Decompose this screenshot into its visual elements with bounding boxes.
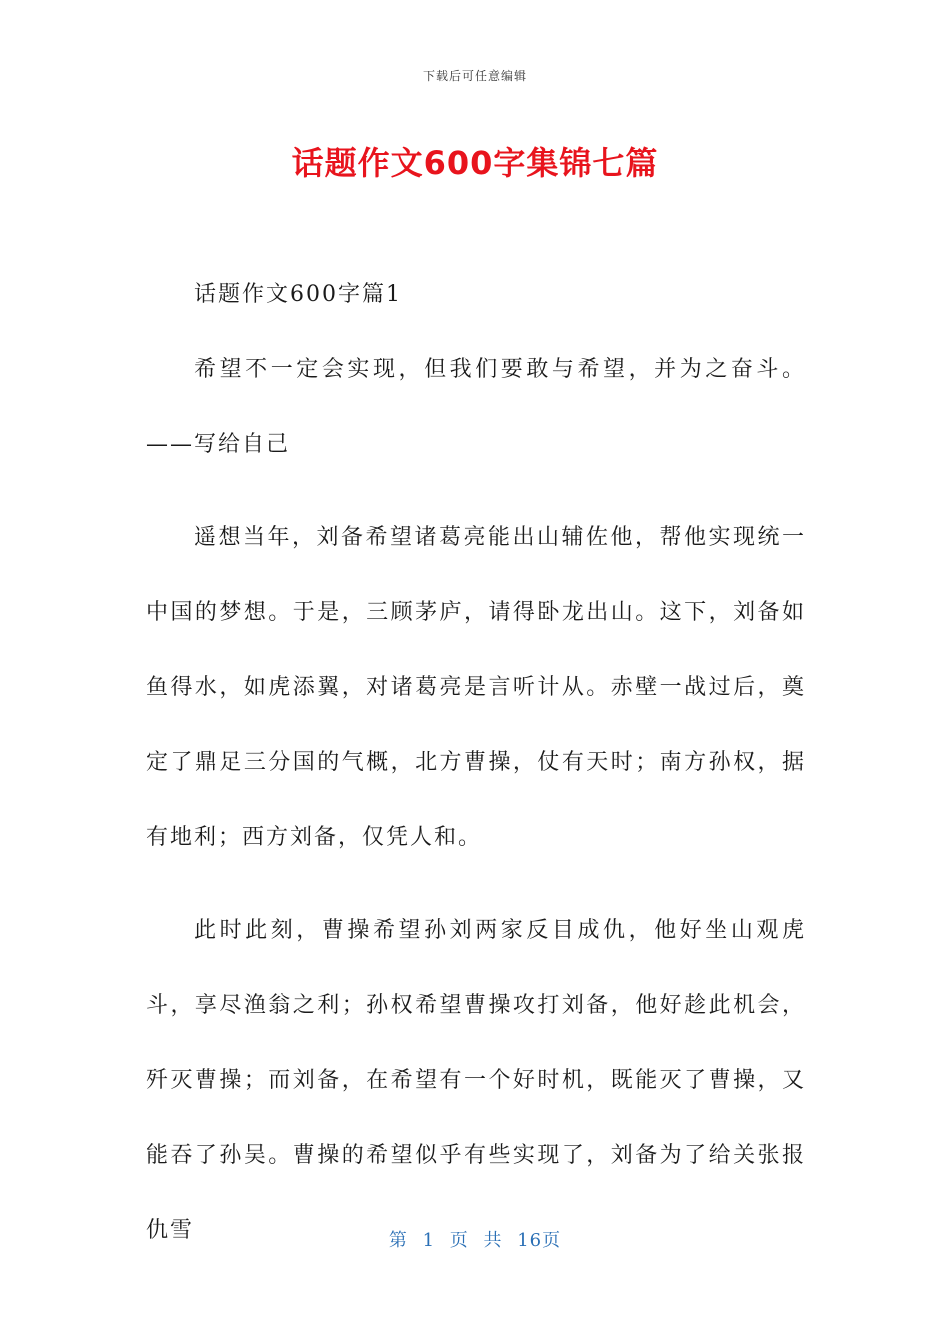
paragraph-1: 遥想当年，刘备希望诸葛亮能出山辅佐他，帮他实现统一中国的梦想。于是，三顾茅庐，请得卧龙出山。这下，刘备如鱼得水，如虎添翼，对诸葛亮是言听计从。赤壁一战过后，奠定了鼎足三分国的气概，北方曹操，仗有天时；南方孙权，据有地利；西方刘备，仅凭人和。 <box>146 525 806 850</box>
document-title: 话题作文600字集锦七篇 <box>291 144 659 182</box>
page-number: 第 1 页 共 16页 <box>388 1230 562 1251</box>
header-note: 下载后可任意编辑 <box>422 69 527 83</box>
paragraph-epigraph: 希望不一定会实现，但我们要敢与希望，并为之奋斗。——写给自己 <box>146 357 806 457</box>
section-heading: 话题作文600字篇1 <box>194 282 402 307</box>
document-body <box>146 276 806 1304</box>
paragraph-2: 此时此刻，曹操希望孙刘两家反目成仇，他好坐山观虎斗，享尽渔翁之利；孙权希望曹操攻打刘备，他好趁此机会，歼灭曹操；而刘备，在希望有一个好时机，既能灭了曹操，又能吞了孙吴。曹操的希望似乎有些实现了，刘备为了给关张报仇雪 <box>146 918 806 1243</box>
